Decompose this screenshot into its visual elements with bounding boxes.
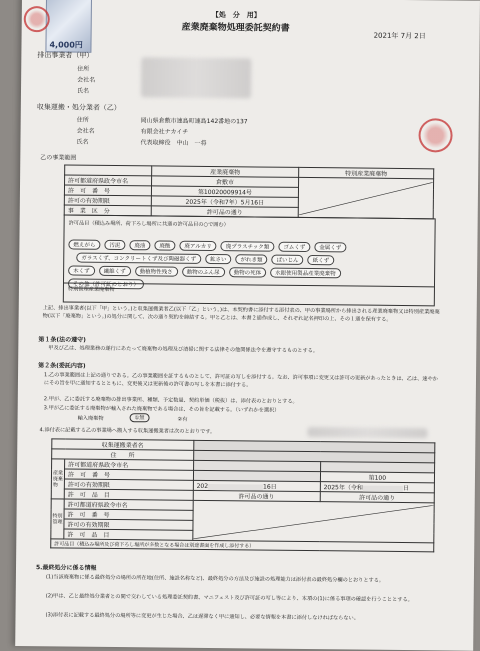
collector-representative: 代表取締役 中山 一将 bbox=[140, 139, 207, 147]
collector-address-label: 住所 bbox=[76, 116, 89, 124]
scope-row-label: 許可都道府県政令市名 bbox=[65, 175, 152, 186]
waste-item-chip: 鉱さい bbox=[205, 254, 232, 264]
article-5-title: 5.最終処分に係る情報 bbox=[35, 564, 97, 572]
scope-row-value: 2025年（令和7年）5月16日 bbox=[151, 196, 298, 208]
transporter-table bbox=[50, 438, 435, 552]
permit-expiry-left-end: 16日 bbox=[263, 483, 277, 491]
waste-item-chip: 廃アルカリ bbox=[179, 241, 216, 251]
scope-special-empty bbox=[298, 177, 433, 218]
intro-paragraph: 上記、排出事業者(以下「甲」という。)と収集運搬業者乙(以下「乙」という。)は、本契約書に添付する添付表の、甲の事業場所から排出される産業廃棄物又は特別産業廃棄物(以下「廃棄物」という。)の処分に関して、次の通り契約を締結する。甲と乙とは、本書２通作成し、それぞれ記名押印の上、その１通を保有する。 bbox=[42, 305, 440, 323]
waste-item-chip: 動植物性残さ bbox=[135, 266, 178, 276]
special-waste-label: 特別管理産業廃棄物 bbox=[67, 286, 115, 293]
revenue-stamp-value: 4,000円 bbox=[49, 40, 83, 50]
waste-item-chip: がれき類 bbox=[236, 254, 268, 264]
permit-row-label: 許 可 品 目 bbox=[64, 529, 193, 540]
side-label-industrial: 産業廃棄物 bbox=[51, 459, 64, 499]
strikethrough-line bbox=[299, 180, 433, 215]
waste-item-chip: 燃えがら bbox=[68, 239, 100, 249]
waste-item-chip: 廃油 bbox=[129, 240, 150, 250]
emitter-name-label: 氏名 bbox=[76, 87, 90, 95]
waste-item-chip: ゴムくず bbox=[278, 242, 310, 252]
waste-item-chip: 動物のふん尿 bbox=[182, 267, 225, 277]
emitter-address-label: 住所 bbox=[77, 65, 90, 73]
special-empty-cell bbox=[193, 500, 435, 543]
permit-items-note: 許可品の通り bbox=[193, 490, 320, 501]
permit-row-label: 許可の有効期限 bbox=[64, 519, 193, 530]
waste-item-chip: 廃プラスチック類 bbox=[221, 241, 275, 252]
article-2-title: 第２条(委託内容) bbox=[38, 362, 86, 370]
business-scope-table bbox=[64, 164, 435, 219]
article-5-item-1: (1)当該廃棄物に係る最終処分の場所の所在地(住所、施設名称など)、最終処分の方法及び施設の処理能力は添付表の最終処分欄のとおりとする。 bbox=[45, 574, 385, 584]
collector-company-label: 会社名 bbox=[76, 127, 95, 135]
scope-row-value: 倉敷市 bbox=[152, 176, 299, 188]
scope-row-label: 許可の有効期限 bbox=[64, 195, 151, 206]
red-seal-stamp-left bbox=[24, 6, 50, 32]
waste-item-chip: ばいじん bbox=[272, 255, 304, 265]
permit-items-box bbox=[63, 214, 436, 306]
scope-row-value: 許可品の通り bbox=[151, 206, 298, 218]
waste-item-chip: 廃酸 bbox=[154, 240, 175, 250]
permit-expiry-right-end: 日 bbox=[402, 485, 409, 493]
article-5-item-3: (3)添付表に記載する最終処分の場所等に変更が生じた場合、乙は遅滞なく甲に通知し、必要な情報を本書に添付しなければならない。 bbox=[45, 612, 359, 622]
permit-row-label: 許 可 番 号 bbox=[64, 469, 193, 480]
emitter-company-label: 会社名 bbox=[77, 76, 96, 84]
permit-number-partial: 第100 bbox=[320, 472, 434, 483]
waste-item-chip: 水銀使用製品産業廃棄物 bbox=[270, 268, 341, 279]
permit-items-note: 許可品の通り bbox=[320, 492, 434, 503]
transporter-name-label: 収集運搬業者名 bbox=[52, 439, 194, 450]
collector-address: 岡山県倉敷市連島町連島142番地の137 bbox=[140, 117, 248, 126]
red-seal-stamp-company bbox=[418, 118, 452, 152]
waste-item-chip-other: その他（許可証のとおり） bbox=[68, 278, 144, 289]
permit-row-label: 許可都道府県政令市名 bbox=[65, 459, 194, 470]
contract-document bbox=[15, 0, 480, 651]
waste-item-chip: 金属くず bbox=[314, 242, 346, 252]
revenue-stamp bbox=[45, 0, 92, 53]
import-waste-label: 輸入廃棄物 bbox=[77, 415, 104, 422]
transporter-heading: 4.添付表に記載する乙の事業場へ搬入する収集運搬業者は次のとおりです。 bbox=[39, 427, 216, 436]
waste-item-chip: 動物の死体 bbox=[229, 267, 267, 277]
waste-item-chip: 紙くず bbox=[308, 255, 335, 265]
scope-col-industrial: 産業廃棄物 bbox=[152, 166, 299, 178]
waste-item-chip: 繊維くず bbox=[99, 266, 131, 276]
permit-expiry-left bbox=[193, 480, 320, 491]
collector-company: 有限会社ナカイチ bbox=[140, 128, 189, 136]
scope-col-special: 特別産業廃棄物 bbox=[299, 167, 434, 178]
permit-row-label: 許 可 品 目 bbox=[64, 489, 193, 500]
article-1-body: 甲及び乙は、処理業務の遂行にあたって廃棄物の処理及び清掃に関する法律その他関係法令を遵守するものとする。 bbox=[48, 345, 319, 355]
emitter-heading: 排出事業者（甲） bbox=[37, 51, 94, 60]
article-1-title: 第１条(法の遵守) bbox=[38, 336, 86, 344]
permit-row-label: 許 可 番 号 bbox=[64, 509, 193, 520]
import-option-no: ①無 bbox=[130, 413, 150, 422]
collector-heading: 収集運搬・処分業者（乙） bbox=[36, 103, 121, 113]
scope-row-label: 事 業 区 分 bbox=[64, 205, 151, 216]
document-label: 【処 分 用】 bbox=[211, 10, 261, 20]
import-option-yes: ②有 bbox=[177, 416, 188, 423]
strikethrough-line bbox=[193, 502, 434, 541]
collector-name-label: 氏名 bbox=[76, 138, 89, 146]
article-2-item-1: 1.乙の事業範囲は上記の通りである。乙の事業範囲を証するものとして、許可証の写しを添付する。なお、許可事項に変更又は許可の更新があったときは、乙は、速やかにその旨を甲に通知するとともに、変更後又は更新後の許可書の写しを本書に添付する。 bbox=[43, 372, 438, 389]
transporter-address-label: 住 所 bbox=[52, 449, 194, 460]
redacted-emitter-info bbox=[141, 57, 251, 98]
scope-row-label: 許 可 番 号 bbox=[64, 185, 151, 196]
permit-expiry-right bbox=[320, 482, 434, 493]
waste-item-chip: 汚泥 bbox=[104, 240, 125, 250]
waste-item-chip: 木くず bbox=[68, 265, 95, 275]
redacted-transporter-info bbox=[307, 427, 427, 438]
scope-row-value: 第10020009914号 bbox=[151, 186, 298, 198]
scope-heading: 乙の事業範囲 bbox=[40, 154, 77, 162]
permit-expiry-right-start: 2025年（令和 bbox=[323, 484, 363, 492]
permit-items-caption: 許可品目（積込み場所、荷下ろし場所に共通の許可品目の○で囲む） bbox=[68, 220, 229, 229]
article-2-item-2: 2.甲が、乙に委託する廃棄物の排出事業所、種類、予定数量、契約単価（税抜）は、添付表のとおりとする。 bbox=[43, 396, 298, 405]
permit-row-label: 許可都道府県政令市名 bbox=[64, 499, 193, 510]
footer-note: 許可品目（積込み場所及び荷下ろし場所が多数となる場合は別途書面を作成し添付する） bbox=[51, 539, 434, 552]
permit-row-label: 許可の有効期限 bbox=[64, 479, 193, 490]
article-2-item-3: 3.甲が乙に委託する廃棄物が輸入された廃棄物である場合は、その旨を記載する。（いずれかを選択） bbox=[43, 405, 280, 414]
contract-date: 2021年 7月 2日 bbox=[373, 31, 426, 41]
permit-expiry-left-start: 202 bbox=[196, 482, 209, 490]
article-5-item-2: (2)甲は、乙と最終処分業者との間で交わしている処理委託契約書、マニフェスト及び許可証の写し等により、本項の(1)に係る事項の確認を行うこととする。 bbox=[45, 593, 413, 604]
side-label-special: 特別管理 bbox=[51, 499, 64, 539]
waste-item-chip: ガラスくず、コンクリートくず及び陶磁器くず bbox=[76, 253, 201, 264]
document-title: 産業廃棄物処理委託契約書 bbox=[181, 22, 290, 34]
